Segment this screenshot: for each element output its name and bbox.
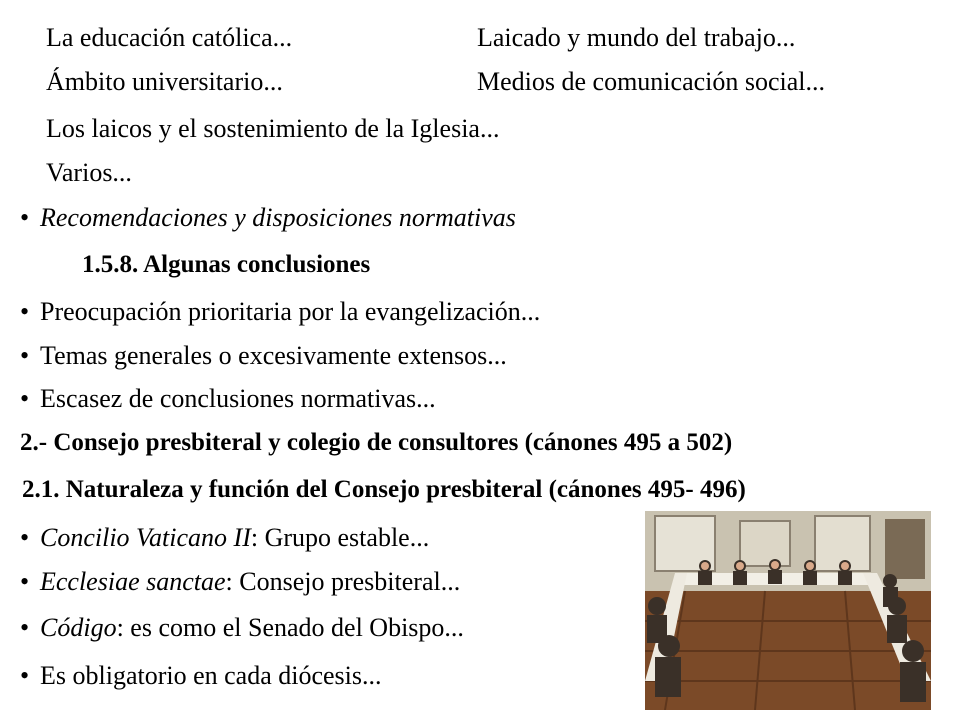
topic-educacion: La educación católica... — [46, 23, 293, 52]
topic-varios: Varios... — [46, 158, 132, 187]
topic-sostenimiento: Los laicos y el sostenimiento de la Iglesia... — [46, 114, 500, 143]
bullet-text: Temas generales o excesivamente extensos... — [40, 341, 507, 370]
bullet-mark: • — [20, 203, 30, 232]
bullet-text: Escasez de conclusiones normativas... — [40, 384, 436, 413]
bullet-preocupacion — [20, 296, 540, 328]
bullet-text: : Consejo presbiteral... — [225, 567, 461, 596]
bullet-text: : Grupo estable... — [250, 523, 430, 552]
bullet-codigo — [20, 612, 464, 644]
topic-universitario: Ámbito universitario... — [46, 67, 283, 96]
meeting-photo — [645, 511, 931, 710]
heading-section-2-1: 2.1. Naturaleza y función del Consejo presbiteral (cánones 495- 496) — [22, 476, 746, 503]
bullet-recomendaciones — [20, 202, 516, 234]
bullet-mark: • — [20, 297, 30, 326]
bullet-term: Ecclesiae sanctae — [40, 567, 226, 596]
bullet-term: Concilio Vaticano II — [40, 523, 251, 552]
heading-section-2: 2.- Consejo presbiteral y colegio de consultores (cánones 495 a 502) — [20, 429, 733, 456]
bullet-text: : es como el Senado del Obispo... — [116, 613, 464, 642]
bullet-mark: • — [20, 384, 30, 413]
meeting-photo-illustration — [645, 511, 931, 710]
topic-laicado: Laicado y mundo del trabajo... — [477, 23, 796, 52]
bullet-mark: • — [20, 661, 30, 690]
bullet-text: Preocupación prioritaria por la evangelización... — [40, 297, 541, 326]
bullet-mark: • — [20, 567, 30, 596]
bullet-term: Código — [40, 613, 117, 642]
bullet-concilio — [20, 522, 429, 554]
bullet-escasez — [20, 383, 436, 415]
bullet-mark: • — [20, 613, 30, 642]
bullet-obligatorio — [20, 660, 382, 692]
bullet-mark: • — [20, 341, 30, 370]
bullet-ecclesiae — [20, 566, 460, 598]
recomendaciones-text: Recomendaciones y disposiciones normativas — [40, 203, 516, 232]
bullet-mark: • — [20, 523, 30, 552]
bullet-text: Es obligatorio en cada diócesis... — [40, 661, 382, 690]
topic-medios: Medios de comunicación social... — [477, 67, 826, 96]
heading-1-5-8: 1.5.8. Algunas conclusiones — [82, 251, 371, 278]
bullet-temas — [20, 340, 507, 372]
